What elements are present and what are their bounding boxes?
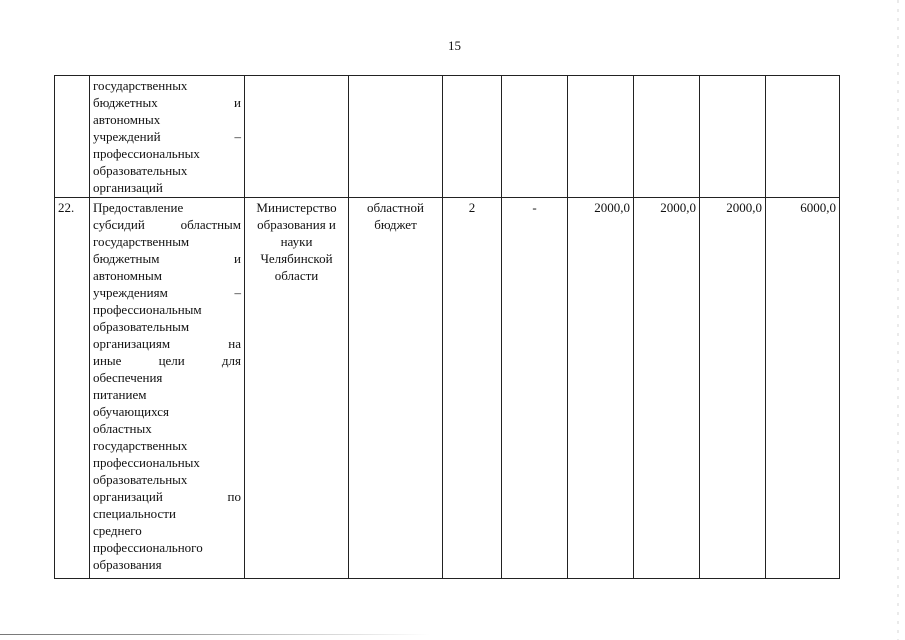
desc-line-justified: бюджетных и: [93, 95, 241, 110]
desc-line: автономным: [93, 268, 162, 283]
cell-executor: [245, 76, 349, 198]
scan-edge-noise: [897, 0, 899, 640]
table-row-continued: [55, 76, 840, 198]
cell-dash: -: [502, 198, 568, 579]
cell-description: [90, 76, 245, 198]
desc-line-justified: бюджетным и: [93, 251, 241, 266]
cell-total: 6000,0: [766, 198, 840, 579]
desc-line: образования: [93, 557, 162, 572]
cell-funding-source: [349, 76, 443, 198]
cell-year3: [700, 76, 766, 198]
desc-line: профессиональных: [93, 146, 200, 161]
page-number: 15: [448, 38, 461, 53]
cell-year3: 2000,0: [700, 198, 766, 579]
desc-line: питанием: [93, 387, 147, 402]
desc-line: обеспечения: [93, 370, 163, 385]
program-table: [54, 75, 840, 579]
desc-line: государственных: [93, 78, 188, 93]
cell-year1: [568, 76, 634, 198]
desc-line: образовательных: [93, 472, 188, 487]
cell-dash: [502, 76, 568, 198]
desc-line: среднего: [93, 523, 142, 538]
cell-count: 2: [443, 198, 502, 579]
cell-year2: [634, 76, 700, 198]
cell-executor: Министерство образования и науки Челябинской области: [245, 198, 349, 579]
desc-line: образовательных: [93, 163, 188, 178]
desc-line: организаций: [93, 180, 163, 195]
cell-count: [443, 76, 502, 198]
desc-line-justified: иные цели для: [93, 353, 241, 368]
cell-total: [766, 76, 840, 198]
desc-line-justified: учреждениям –: [93, 285, 241, 300]
table-row-22: [55, 198, 840, 579]
desc-line-justified: организаций по: [93, 489, 241, 504]
desc-line: государственных: [93, 438, 188, 453]
desc-line: профессионального: [93, 540, 203, 555]
desc-line: специальности: [93, 506, 176, 521]
desc-line-justified: учреждений –: [93, 129, 241, 144]
cell-funding-source: областной бюджет: [349, 198, 443, 579]
desc-line: профессиональным: [93, 302, 202, 317]
cell-year2: 2000,0: [634, 198, 700, 579]
desc-line: Предоставление: [93, 200, 184, 215]
desc-line: автономных: [93, 112, 161, 127]
desc-line-justified: субсидий областным: [93, 217, 241, 232]
cell-number: 22.: [55, 198, 90, 579]
cell-description: [90, 198, 245, 579]
desc-line: образовательным: [93, 319, 190, 334]
desc-line: областных: [93, 421, 152, 436]
desc-line: государственным: [93, 234, 190, 249]
cell-year1: 2000,0: [568, 198, 634, 579]
desc-line-justified: организациям на: [93, 336, 241, 351]
desc-line: обучающихся: [93, 404, 169, 419]
cell-number: [55, 76, 90, 198]
desc-line: профессиональных: [93, 455, 200, 470]
scan-artifact-line: [0, 634, 430, 635]
